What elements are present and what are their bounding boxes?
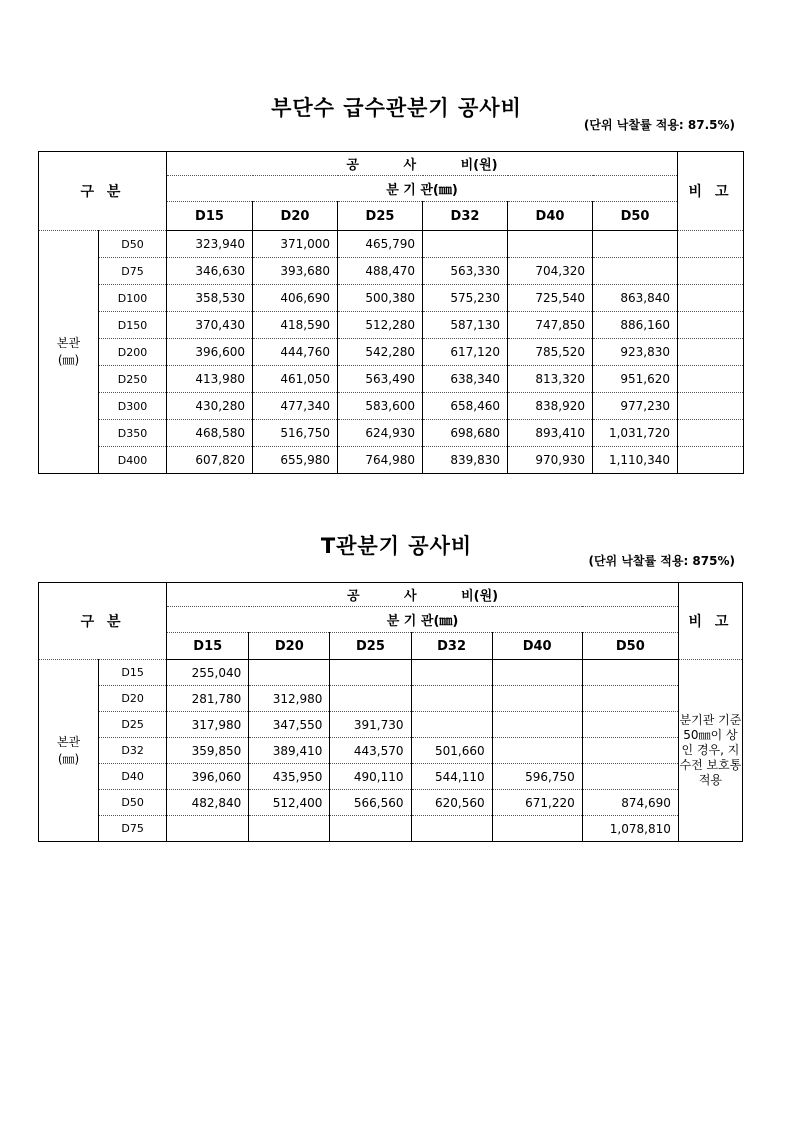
cost-cell	[423, 231, 508, 258]
cost-cell: 923,830	[593, 339, 678, 366]
column-header-d20: D20	[249, 633, 330, 660]
cost-cell: 1,031,720	[593, 420, 678, 447]
cost-cell	[593, 258, 678, 285]
column-header-d40: D40	[508, 202, 593, 231]
table-row	[39, 366, 744, 393]
cost-cell: 512,280	[338, 312, 423, 339]
column-header-d32: D32	[411, 633, 492, 660]
row-size-label: D100	[99, 285, 167, 312]
column-header-d40: D40	[492, 633, 582, 660]
cost-cell: 658,460	[423, 393, 508, 420]
cost-cell: 655,980	[253, 447, 338, 474]
cost-cell: 406,690	[253, 285, 338, 312]
cost-cell	[582, 764, 678, 790]
row-size-label: D50	[99, 231, 167, 258]
remark-cell	[678, 366, 744, 393]
table-row	[39, 712, 743, 738]
cost-cell: 371,000	[253, 231, 338, 258]
cost-table-2	[38, 582, 743, 842]
table-row	[39, 686, 743, 712]
row-size-label: D20	[99, 686, 167, 712]
cost-cell: 704,320	[508, 258, 593, 285]
cost-cell: 785,520	[508, 339, 593, 366]
cost-cell: 396,060	[167, 764, 249, 790]
cost-cell: 747,850	[508, 312, 593, 339]
cost-cell: 516,750	[253, 420, 338, 447]
cost-cell: 951,620	[593, 366, 678, 393]
cost-cell	[411, 686, 492, 712]
cost-cell: 838,920	[508, 393, 593, 420]
cost-cell: 435,950	[249, 764, 330, 790]
column-header-d32: D32	[423, 202, 508, 231]
row-size-label: D40	[99, 764, 167, 790]
row-size-label: D32	[99, 738, 167, 764]
cost-cell	[330, 660, 411, 686]
cost-cell: 1,078,810	[582, 816, 678, 842]
cost-table-1	[38, 151, 744, 474]
remark-cell	[678, 285, 744, 312]
cost-cell: 346,630	[167, 258, 253, 285]
cost-cell	[330, 686, 411, 712]
column-header-d15: D15	[167, 633, 249, 660]
cost-cell: 482,840	[167, 790, 249, 816]
cost-cell: 468,580	[167, 420, 253, 447]
cost-cell: 977,230	[593, 393, 678, 420]
row-size-label: D400	[99, 447, 167, 474]
column-header-d15: D15	[167, 202, 253, 231]
cost-cell: 281,780	[167, 686, 249, 712]
cost-cell: 393,680	[253, 258, 338, 285]
cost-cell: 596,750	[492, 764, 582, 790]
cost-cell: 488,470	[338, 258, 423, 285]
cost-cell: 391,730	[330, 712, 411, 738]
cost-cell: 444,760	[253, 339, 338, 366]
row-size-label: D150	[99, 312, 167, 339]
cost-cell: 839,830	[423, 447, 508, 474]
cost-cell	[508, 231, 593, 258]
cost-cell: 566,560	[330, 790, 411, 816]
column-header-d50: D50	[593, 202, 678, 231]
cost-cell	[411, 660, 492, 686]
remark-cell	[678, 393, 744, 420]
table-row	[39, 312, 744, 339]
cost-cell: 893,410	[508, 420, 593, 447]
cost-cell: 413,980	[167, 366, 253, 393]
table-row	[39, 420, 744, 447]
cost-cell	[249, 660, 330, 686]
table-row	[39, 738, 743, 764]
header-category: 구 분	[39, 583, 167, 660]
cost-cell: 512,400	[249, 790, 330, 816]
cost-cell: 671,220	[492, 790, 582, 816]
cost-cell: 477,340	[253, 393, 338, 420]
cost-cell: 542,280	[338, 339, 423, 366]
cost-cell: 443,570	[330, 738, 411, 764]
cost-cell: 461,050	[253, 366, 338, 393]
cost-cell: 490,110	[330, 764, 411, 790]
cost-cell	[492, 738, 582, 764]
table-row	[39, 285, 744, 312]
cost-cell: 575,230	[423, 285, 508, 312]
remark-cell	[678, 420, 744, 447]
cost-cell: 500,380	[338, 285, 423, 312]
cost-cell: 396,600	[167, 339, 253, 366]
cost-cell: 370,430	[167, 312, 253, 339]
cost-cell: 583,600	[338, 393, 423, 420]
remark-cell: 분기관 기준 50㎜이 상인 경우, 지수전 보호통 적용	[678, 660, 742, 842]
column-header-d25: D25	[338, 202, 423, 231]
cost-cell: 347,550	[249, 712, 330, 738]
cost-cell: 255,040	[167, 660, 249, 686]
cost-cell: 1,110,340	[593, 447, 678, 474]
cost-cell: 617,120	[423, 339, 508, 366]
table-row	[39, 764, 743, 790]
header-note: 비 고	[678, 152, 744, 231]
column-header-d50: D50	[582, 633, 678, 660]
header-category: 구 분	[39, 152, 167, 231]
row-size-label: D50	[99, 790, 167, 816]
cost-cell	[582, 712, 678, 738]
cost-cell: 563,330	[423, 258, 508, 285]
cost-cell	[330, 816, 411, 842]
title-table-2: T관분기 공사비	[320, 534, 473, 558]
cost-cell	[249, 816, 330, 842]
row-size-label: D300	[99, 393, 167, 420]
cost-cell: 874,690	[582, 790, 678, 816]
row-size-label: D350	[99, 420, 167, 447]
header-cost: 공 사 비(원)	[167, 152, 678, 176]
row-size-label: D200	[99, 339, 167, 366]
table-row	[39, 790, 743, 816]
remark-cell	[678, 231, 744, 258]
cost-cell: 886,160	[593, 312, 678, 339]
cost-cell	[492, 660, 582, 686]
table-row	[39, 816, 743, 842]
cost-cell: 544,110	[411, 764, 492, 790]
cost-cell: 389,410	[249, 738, 330, 764]
header-note: 비 고	[678, 583, 742, 660]
cost-cell: 501,660	[411, 738, 492, 764]
cost-cell: 764,980	[338, 447, 423, 474]
table-row	[39, 447, 744, 474]
cost-cell: 563,490	[338, 366, 423, 393]
column-header-d25: D25	[330, 633, 411, 660]
main-pipe-label: 본관 (㎜)	[39, 231, 99, 474]
unit-note-table-2: (단위 낙찰률 적용: 875%)	[588, 554, 735, 568]
cost-cell: 430,280	[167, 393, 253, 420]
title-table-1: 부단수 급수관분기 공사비	[271, 96, 522, 120]
cost-cell: 359,850	[167, 738, 249, 764]
cost-cell	[411, 712, 492, 738]
cost-cell	[167, 816, 249, 842]
cost-cell: 970,930	[508, 447, 593, 474]
table-row	[39, 660, 743, 686]
cost-cell: 587,130	[423, 312, 508, 339]
row-size-label: D75	[99, 816, 167, 842]
cost-cell: 725,540	[508, 285, 593, 312]
cost-cell: 418,590	[253, 312, 338, 339]
cost-cell	[582, 660, 678, 686]
cost-cell	[582, 686, 678, 712]
remark-cell	[678, 447, 744, 474]
table-row	[39, 231, 744, 258]
cost-cell: 698,680	[423, 420, 508, 447]
table-row	[39, 393, 744, 420]
cost-cell	[492, 816, 582, 842]
table-row	[39, 258, 744, 285]
row-size-label: D250	[99, 366, 167, 393]
cost-cell: 312,980	[249, 686, 330, 712]
header-branch-pipe: 분 기 관(㎜)	[167, 176, 678, 202]
header-cost: 공 사 비(원)	[167, 583, 679, 607]
cost-cell: 624,930	[338, 420, 423, 447]
cost-cell: 638,340	[423, 366, 508, 393]
cost-cell	[492, 686, 582, 712]
cost-cell: 358,530	[167, 285, 253, 312]
remark-cell	[678, 258, 744, 285]
cost-cell	[492, 712, 582, 738]
cost-cell	[411, 816, 492, 842]
cost-cell: 607,820	[167, 447, 253, 474]
table-row	[39, 339, 744, 366]
cost-cell: 863,840	[593, 285, 678, 312]
cost-cell: 620,560	[411, 790, 492, 816]
unit-note-table-1: (단위 낙찰률 적용: 87.5%)	[583, 118, 735, 132]
column-header-d20: D20	[253, 202, 338, 231]
cost-cell: 465,790	[338, 231, 423, 258]
remark-cell	[678, 312, 744, 339]
row-size-label: D75	[99, 258, 167, 285]
main-pipe-label: 본관 (㎜)	[39, 660, 99, 842]
cost-cell	[582, 738, 678, 764]
cost-cell: 813,320	[508, 366, 593, 393]
header-branch-pipe: 분 기 관(㎜)	[167, 607, 679, 633]
cost-cell: 323,940	[167, 231, 253, 258]
row-size-label: D25	[99, 712, 167, 738]
cost-cell: 317,980	[167, 712, 249, 738]
remark-cell	[678, 339, 744, 366]
cost-cell	[593, 231, 678, 258]
row-size-label: D15	[99, 660, 167, 686]
